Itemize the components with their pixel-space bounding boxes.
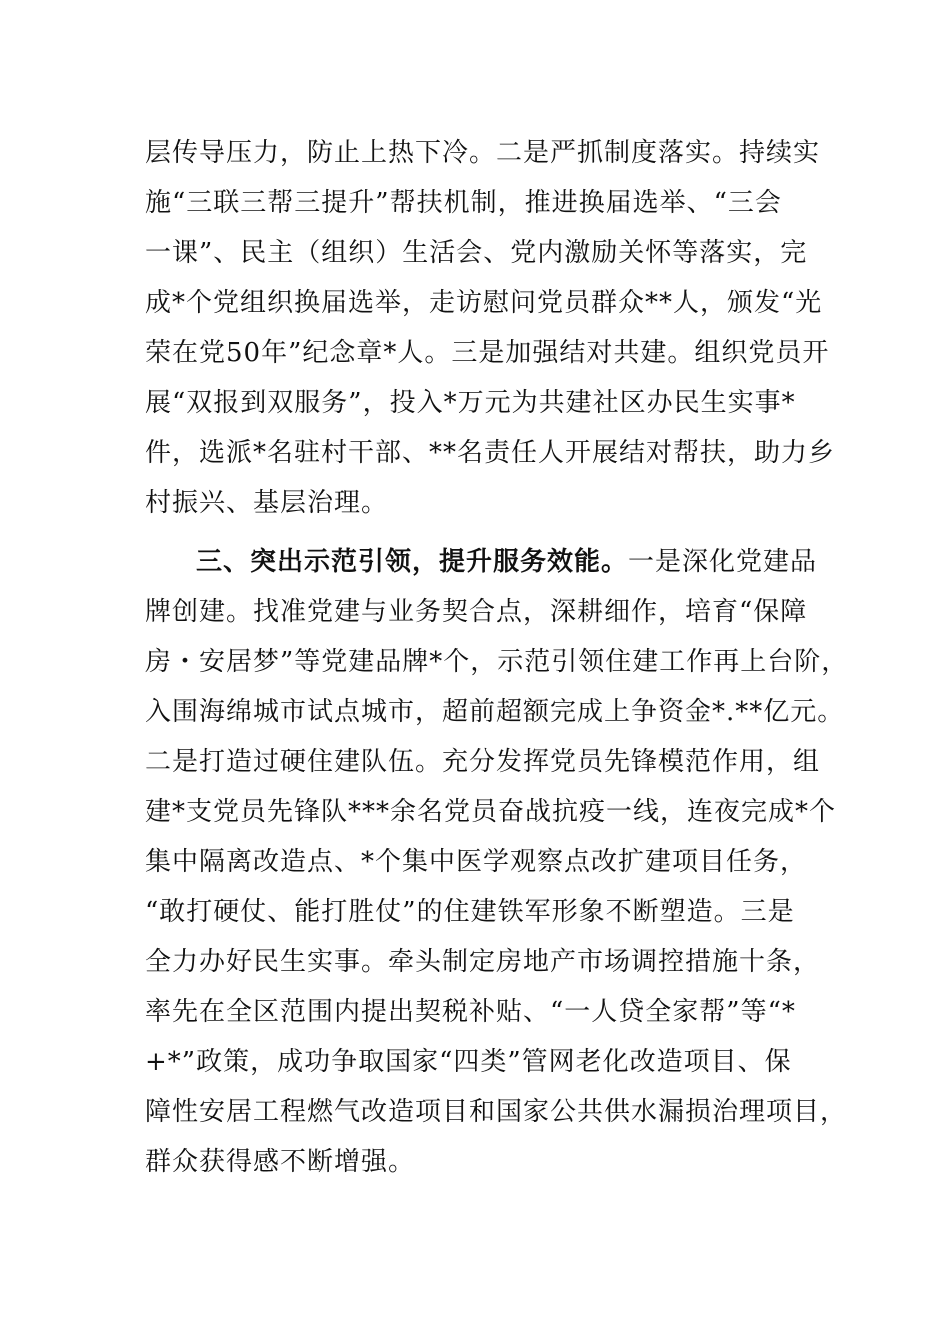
paragraph-2-line-3: 房・安居梦”等党建品牌*个，示范引领住建工作再上台阶， <box>145 647 849 677</box>
paragraph-1-line-7: 件，选派*名驻村干部、**名责任人开展结对帮扶，助力乡 <box>145 438 836 468</box>
paragraph-1-line-3: 一课”、民主（组织）生活会、党内激励关怀等落实，完 <box>145 238 808 268</box>
paragraph-2-line-6: 建*支党员先锋队***余名党员奋战抗疫一线，连夜完成*个 <box>145 797 837 827</box>
paragraph-2-first-line <box>196 542 818 582</box>
paragraph-2-line-10: 率先在全区范围内提出契税补贴、“一人贷全家帮”等“* <box>145 997 796 1027</box>
paragraph-2-line-5: 二是打造过硬住建队伍。充分发挥党员先锋模范作用，组 <box>145 747 821 777</box>
paragraph-2-line-12: 障性安居工程燃气改造项目和国家公共供水漏损治理项目， <box>145 1097 848 1127</box>
section-heading: 三、突出示范引领，提升服务效能。 <box>196 547 629 577</box>
paragraph-1-line-6: 展“双报到双服务”，投入*万元为共建社区办民生实事* <box>145 388 796 418</box>
paragraph-1-line-1: 层传导压力，防止上热下冷。二是严抓制度落实。持续实 <box>145 138 821 168</box>
paragraph-1-line-4: 成*个党组织换届选举，走访慰问党员群众**人，颁发“光 <box>145 288 823 318</box>
paragraph-2-line-4: 入围海绵城市试点城市，超前超额完成上争资金*.**亿元。 <box>145 697 845 727</box>
paragraph-2-line-7: 集中隔离改造点、*个集中医学观察点改扩建项目任务， <box>145 847 808 877</box>
paragraph-1-line-8: 村振兴、基层治理。 <box>145 488 389 518</box>
paragraph-2-line-2: 牌创建。找准党建与业务契合点，深耕细作，培育“保障 <box>145 597 808 627</box>
paragraph-2-line-9: 全力办好民生实事。牵头制定房地产市场调控措施十条， <box>145 947 821 977</box>
paragraph-2-first-line-text: 一是深化党建品 <box>628 547 818 577</box>
paragraph-2-line-11: +*”政策，成功争取国家“四类”管网老化改造项目、保 <box>145 1047 792 1077</box>
paragraph-2-line-8: “敢打硬仗、能打胜仗”的住建铁军形象不断塑造。三是 <box>145 897 795 927</box>
paragraph-1-line-5: 荣在党50年”纪念章*人。三是加强结对共建。组织党员开 <box>145 338 830 368</box>
paragraph-2-line-13: 群众获得感不断增强。 <box>145 1147 416 1177</box>
paragraph-1-line-2: 施“三联三帮三提升”帮扶机制，推进换届选举、“三会 <box>145 188 782 218</box>
